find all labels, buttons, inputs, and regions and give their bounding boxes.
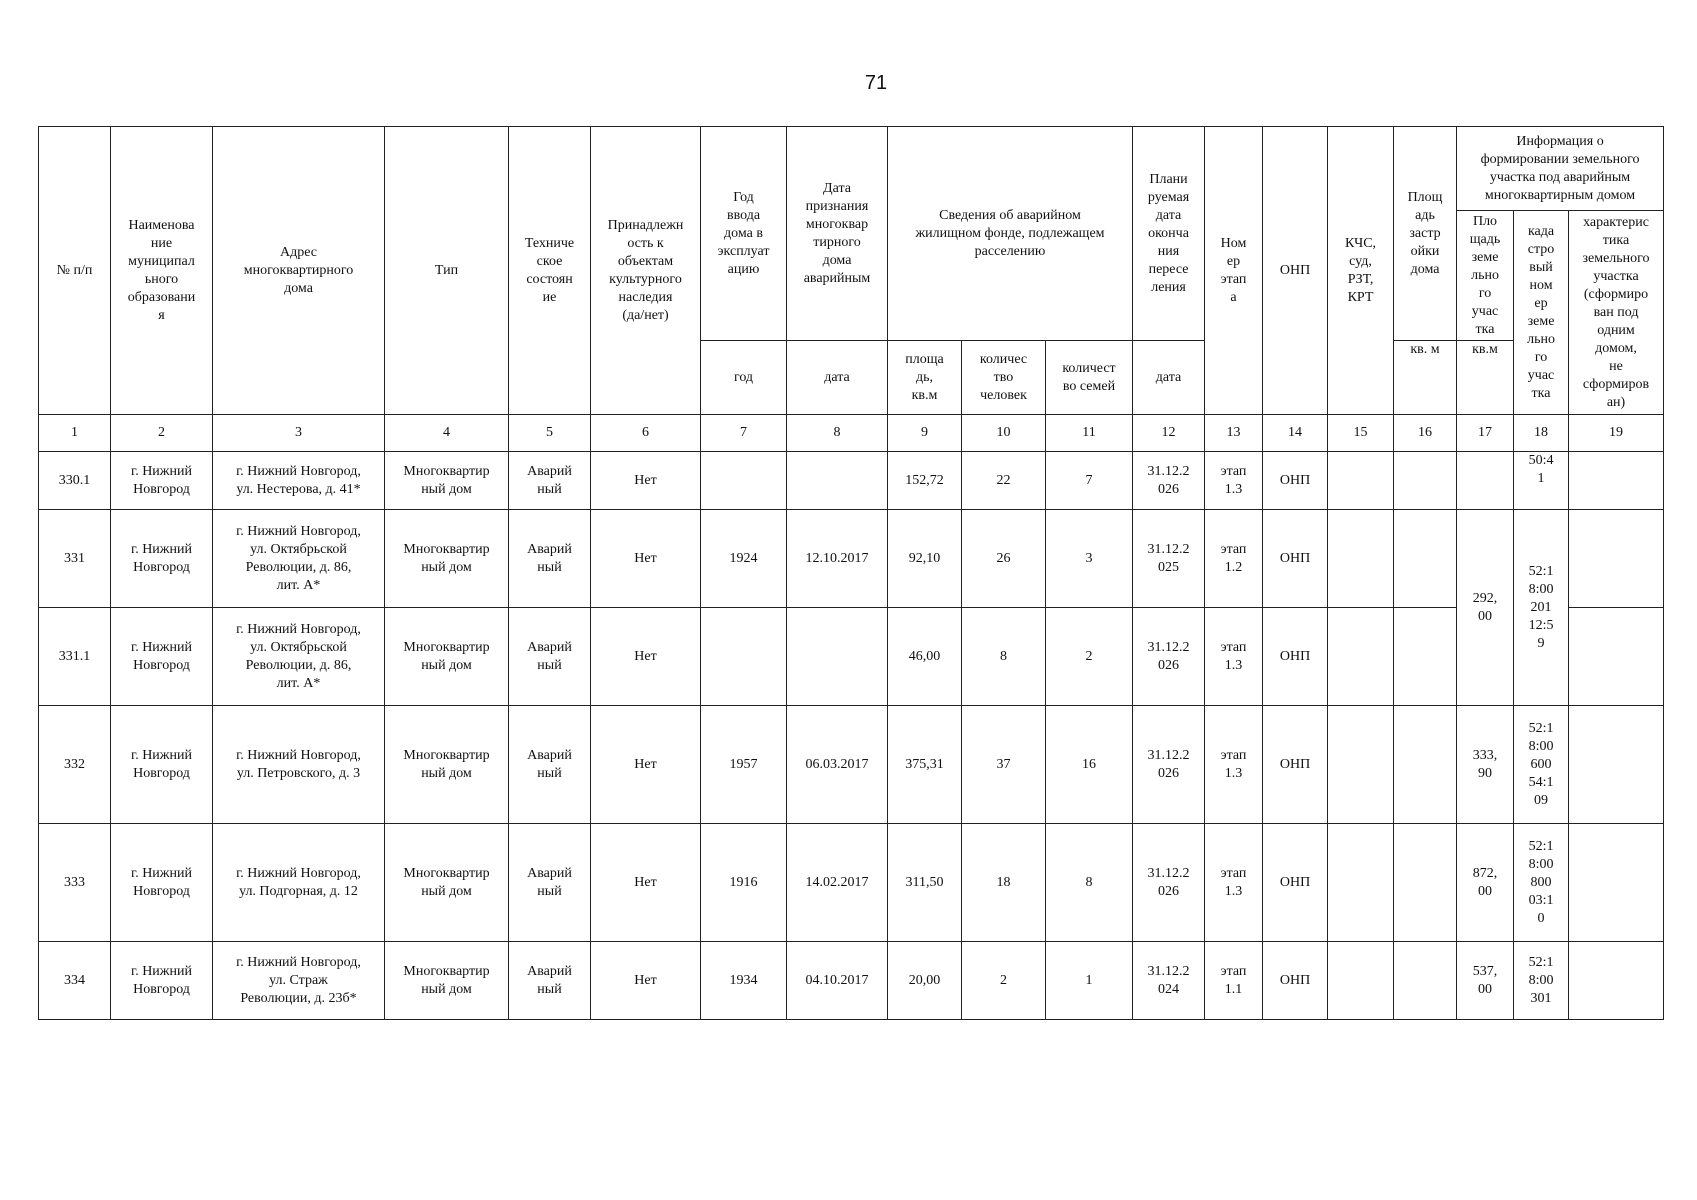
cell-onp: ОНП (1263, 608, 1328, 706)
subheader-built-area-unit: кв. м (1394, 341, 1457, 415)
subheader-date: дата (787, 341, 888, 415)
cell-type: Многоквартир ный дом (385, 452, 509, 510)
cell-stage: этап 1.2 (1205, 510, 1263, 608)
cell-end-date: 31.12.2 026 (1133, 608, 1205, 706)
cell-heritage: Нет (591, 510, 701, 608)
cell-people: 26 (962, 510, 1046, 608)
cell-address: г. Нижний Новгород, ул. Октябрьской Революции, д. 86, лит. А* (213, 608, 385, 706)
cell-onp: ОНП (1263, 452, 1328, 510)
column-number: 19 (1569, 415, 1664, 452)
cell-num: 331 (39, 510, 111, 608)
cell-state: Аварий ный (509, 608, 591, 706)
cell-people: 18 (962, 824, 1046, 942)
cell-num: 334 (39, 942, 111, 1020)
column-number: 14 (1263, 415, 1328, 452)
cell-built-area (1394, 510, 1457, 608)
header-address: Адрес многоквартирного дома (213, 127, 385, 415)
cell-people: 8 (962, 608, 1046, 706)
column-number: 9 (888, 415, 962, 452)
cell-stage: этап 1.3 (1205, 452, 1263, 510)
cell-people: 2 (962, 942, 1046, 1020)
subheader-year: год (701, 341, 787, 415)
table-row (39, 452, 1664, 510)
cell-num: 332 (39, 706, 111, 824)
header-onp: ОНП (1263, 127, 1328, 415)
cell-date: 12.10.2017 (787, 510, 888, 608)
cell-land-char (1569, 608, 1664, 706)
cell-state: Аварий ный (509, 706, 591, 824)
cell-people: 37 (962, 706, 1046, 824)
cell-kchs (1328, 706, 1394, 824)
cell-people: 22 (962, 452, 1046, 510)
cell-area: 46,00 (888, 608, 962, 706)
cell-state: Аварий ный (509, 510, 591, 608)
column-number: 3 (213, 415, 385, 452)
cell-date: 14.02.2017 (787, 824, 888, 942)
cell-num: 331.1 (39, 608, 111, 706)
column-number: 15 (1328, 415, 1394, 452)
cell-heritage: Нет (591, 452, 701, 510)
cell-families: 1 (1046, 942, 1133, 1020)
cell-kchs (1328, 510, 1394, 608)
cell-kchs (1328, 452, 1394, 510)
cell-state: Аварий ный (509, 942, 591, 1020)
cell-built-area (1394, 608, 1457, 706)
cell-land-char (1569, 942, 1664, 1020)
column-number: 17 (1457, 415, 1514, 452)
header-land-info: Информация о формировании земельного участка под аварийным многоквартирным домом (1457, 127, 1664, 211)
cell-cadastral: 52:1 8:00 301 (1514, 942, 1569, 1020)
cell-onp: ОНП (1263, 706, 1328, 824)
table-header (39, 127, 1664, 452)
cell-year (701, 452, 787, 510)
subheader-people: количес тво человек (962, 341, 1046, 415)
table-row (39, 824, 1664, 942)
cell-kchs (1328, 942, 1394, 1020)
header-recognition-date: Дата признания многоквар тирного дома аварийным (787, 127, 888, 341)
header-num: № п/п (39, 127, 111, 415)
cell-state: Аварий ный (509, 824, 591, 942)
subheader-families: количест во семей (1046, 341, 1133, 415)
cell-stage: этап 1.3 (1205, 608, 1263, 706)
cell-cadastral: 52:1 8:00 600 54:1 09 (1514, 706, 1569, 824)
cell-end-date: 31.12.2 026 (1133, 452, 1205, 510)
cell-state: Аварий ный (509, 452, 591, 510)
cell-area: 20,00 (888, 942, 962, 1020)
cell-land-char (1569, 452, 1664, 510)
cell-num: 333 (39, 824, 111, 942)
header-stage: Ном ер этап а (1205, 127, 1263, 415)
cell-date (787, 452, 888, 510)
column-number: 10 (962, 415, 1046, 452)
column-number: 13 (1205, 415, 1263, 452)
cell-families: 2 (1046, 608, 1133, 706)
cell-municipality: г. Нижний Новгород (111, 706, 213, 824)
cell-end-date: 31.12.2 026 (1133, 824, 1205, 942)
cell-cadastral: 52:1 8:00 800 03:1 0 (1514, 824, 1569, 942)
cell-area: 152,72 (888, 452, 962, 510)
cell-municipality: г. Нижний Новгород (111, 452, 213, 510)
cell-onp: ОНП (1263, 510, 1328, 608)
cell-date: 06.03.2017 (787, 706, 888, 824)
cell-type: Многоквартир ный дом (385, 608, 509, 706)
cell-type: Многоквартир ный дом (385, 510, 509, 608)
cell-municipality: г. Нижний Новгород (111, 824, 213, 942)
cell-area: 311,50 (888, 824, 962, 942)
cell-date (787, 608, 888, 706)
cell-cadastral: 52:1 8:00 201 12:5 9 (1514, 510, 1569, 706)
cell-families: 8 (1046, 824, 1133, 942)
cell-year: 1924 (701, 510, 787, 608)
cell-type: Многоквартир ный дом (385, 824, 509, 942)
header-type: Тип (385, 127, 509, 415)
cell-families: 16 (1046, 706, 1133, 824)
cell-municipality: г. Нижний Новгород (111, 942, 213, 1020)
table-row (39, 942, 1664, 1020)
table-row (39, 510, 1664, 608)
cell-heritage: Нет (591, 706, 701, 824)
cell-year (701, 608, 787, 706)
cell-families: 3 (1046, 510, 1133, 608)
cell-land-char (1569, 510, 1664, 608)
cell-stage: этап 1.1 (1205, 942, 1263, 1020)
subheader-area: площа дь, кв.м (888, 341, 962, 415)
header-planned-date: Плани руемая дата оконча ния пересе ления (1133, 127, 1205, 341)
header-land-char: характерис тика земельного участка (сформиро ван под одним домом, не сформиров ан) (1569, 211, 1664, 415)
table-body (39, 452, 1664, 1020)
cell-onp: ОНП (1263, 824, 1328, 942)
column-number: 1 (39, 415, 111, 452)
cell-address: г. Нижний Новгород, ул. Подгорная, д. 12 (213, 824, 385, 942)
header-built-area: Площ адь застр ойки дома (1394, 127, 1457, 341)
cell-address: г. Нижний Новгород, ул. Нестерова, д. 41* (213, 452, 385, 510)
column-number: 12 (1133, 415, 1205, 452)
column-number: 8 (787, 415, 888, 452)
cell-kchs (1328, 824, 1394, 942)
header-land-area: Пло щадь земе льно го учас тка (1457, 211, 1514, 341)
cell-area: 375,31 (888, 706, 962, 824)
cell-address: г. Нижний Новгород, ул. Октябрьской Революции, д. 86, лит. А* (213, 510, 385, 608)
subheader-land-area-unit: кв.м (1457, 341, 1514, 415)
column-numbers-row (39, 415, 1664, 452)
cell-date: 04.10.2017 (787, 942, 888, 1020)
cell-land-area: 872, 00 (1457, 824, 1514, 942)
column-number: 18 (1514, 415, 1569, 452)
cell-end-date: 31.12.2 025 (1133, 510, 1205, 608)
cell-land-area: 537, 00 (1457, 942, 1514, 1020)
cell-cadastral: 50:4 1 (1514, 452, 1569, 510)
header-heritage: Принадлежн ость к объектам культурного наследия (да/нет) (591, 127, 701, 415)
cell-built-area (1394, 452, 1457, 510)
cell-end-date: 31.12.2 024 (1133, 942, 1205, 1020)
cell-land-area: 292, 00 (1457, 510, 1514, 706)
table-row (39, 706, 1664, 824)
column-number: 16 (1394, 415, 1457, 452)
page-number: 71 (864, 72, 888, 94)
cell-stage: этап 1.3 (1205, 706, 1263, 824)
column-number: 2 (111, 415, 213, 452)
header-cadastral: када стро вый ном ер земе льно го учас тка (1514, 211, 1569, 415)
table-row (39, 608, 1664, 706)
emergency-housing-table (38, 126, 1664, 1020)
cell-stage: этап 1.3 (1205, 824, 1263, 942)
column-number: 11 (1046, 415, 1133, 452)
header-municipality: Наименова ние муниципал ьного образовани я (111, 127, 213, 415)
cell-num: 330.1 (39, 452, 111, 510)
header-year: Год ввода дома в эксплуат ацию (701, 127, 787, 341)
column-number: 7 (701, 415, 787, 452)
cell-area: 92,10 (888, 510, 962, 608)
cell-built-area (1394, 824, 1457, 942)
cell-onp: ОНП (1263, 942, 1328, 1020)
cell-heritage: Нет (591, 824, 701, 942)
header-kchs: КЧС, суд, РЗТ, КРТ (1328, 127, 1394, 415)
cell-address: г. Нижний Новгород, ул. Петровского, д. 3 (213, 706, 385, 824)
column-number: 6 (591, 415, 701, 452)
cell-heritage: Нет (591, 608, 701, 706)
cell-end-date: 31.12.2 026 (1133, 706, 1205, 824)
cell-municipality: г. Нижний Новгород (111, 608, 213, 706)
cell-built-area (1394, 942, 1457, 1020)
subheader-end-date: дата (1133, 341, 1205, 415)
cell-kchs (1328, 608, 1394, 706)
cell-municipality: г. Нижний Новгород (111, 510, 213, 608)
cell-year: 1957 (701, 706, 787, 824)
cell-type: Многоквартир ный дом (385, 706, 509, 824)
cell-year: 1916 (701, 824, 787, 942)
cell-type: Многоквартир ный дом (385, 942, 509, 1020)
cell-built-area (1394, 706, 1457, 824)
header-state: Техниче ское состоян ие (509, 127, 591, 415)
cell-land-char (1569, 824, 1664, 942)
cell-address: г. Нижний Новгород, ул. Страж Революции, д. 23б* (213, 942, 385, 1020)
cell-land-area (1457, 452, 1514, 510)
cell-heritage: Нет (591, 942, 701, 1020)
column-number: 4 (385, 415, 509, 452)
header-emergency-fund: Сведения об аварийном жилищном фонде, подлежащем расселению (888, 127, 1133, 341)
cell-year: 1934 (701, 942, 787, 1020)
cell-land-char (1569, 706, 1664, 824)
cell-families: 7 (1046, 452, 1133, 510)
column-number: 5 (509, 415, 591, 452)
cell-land-area: 333, 90 (1457, 706, 1514, 824)
